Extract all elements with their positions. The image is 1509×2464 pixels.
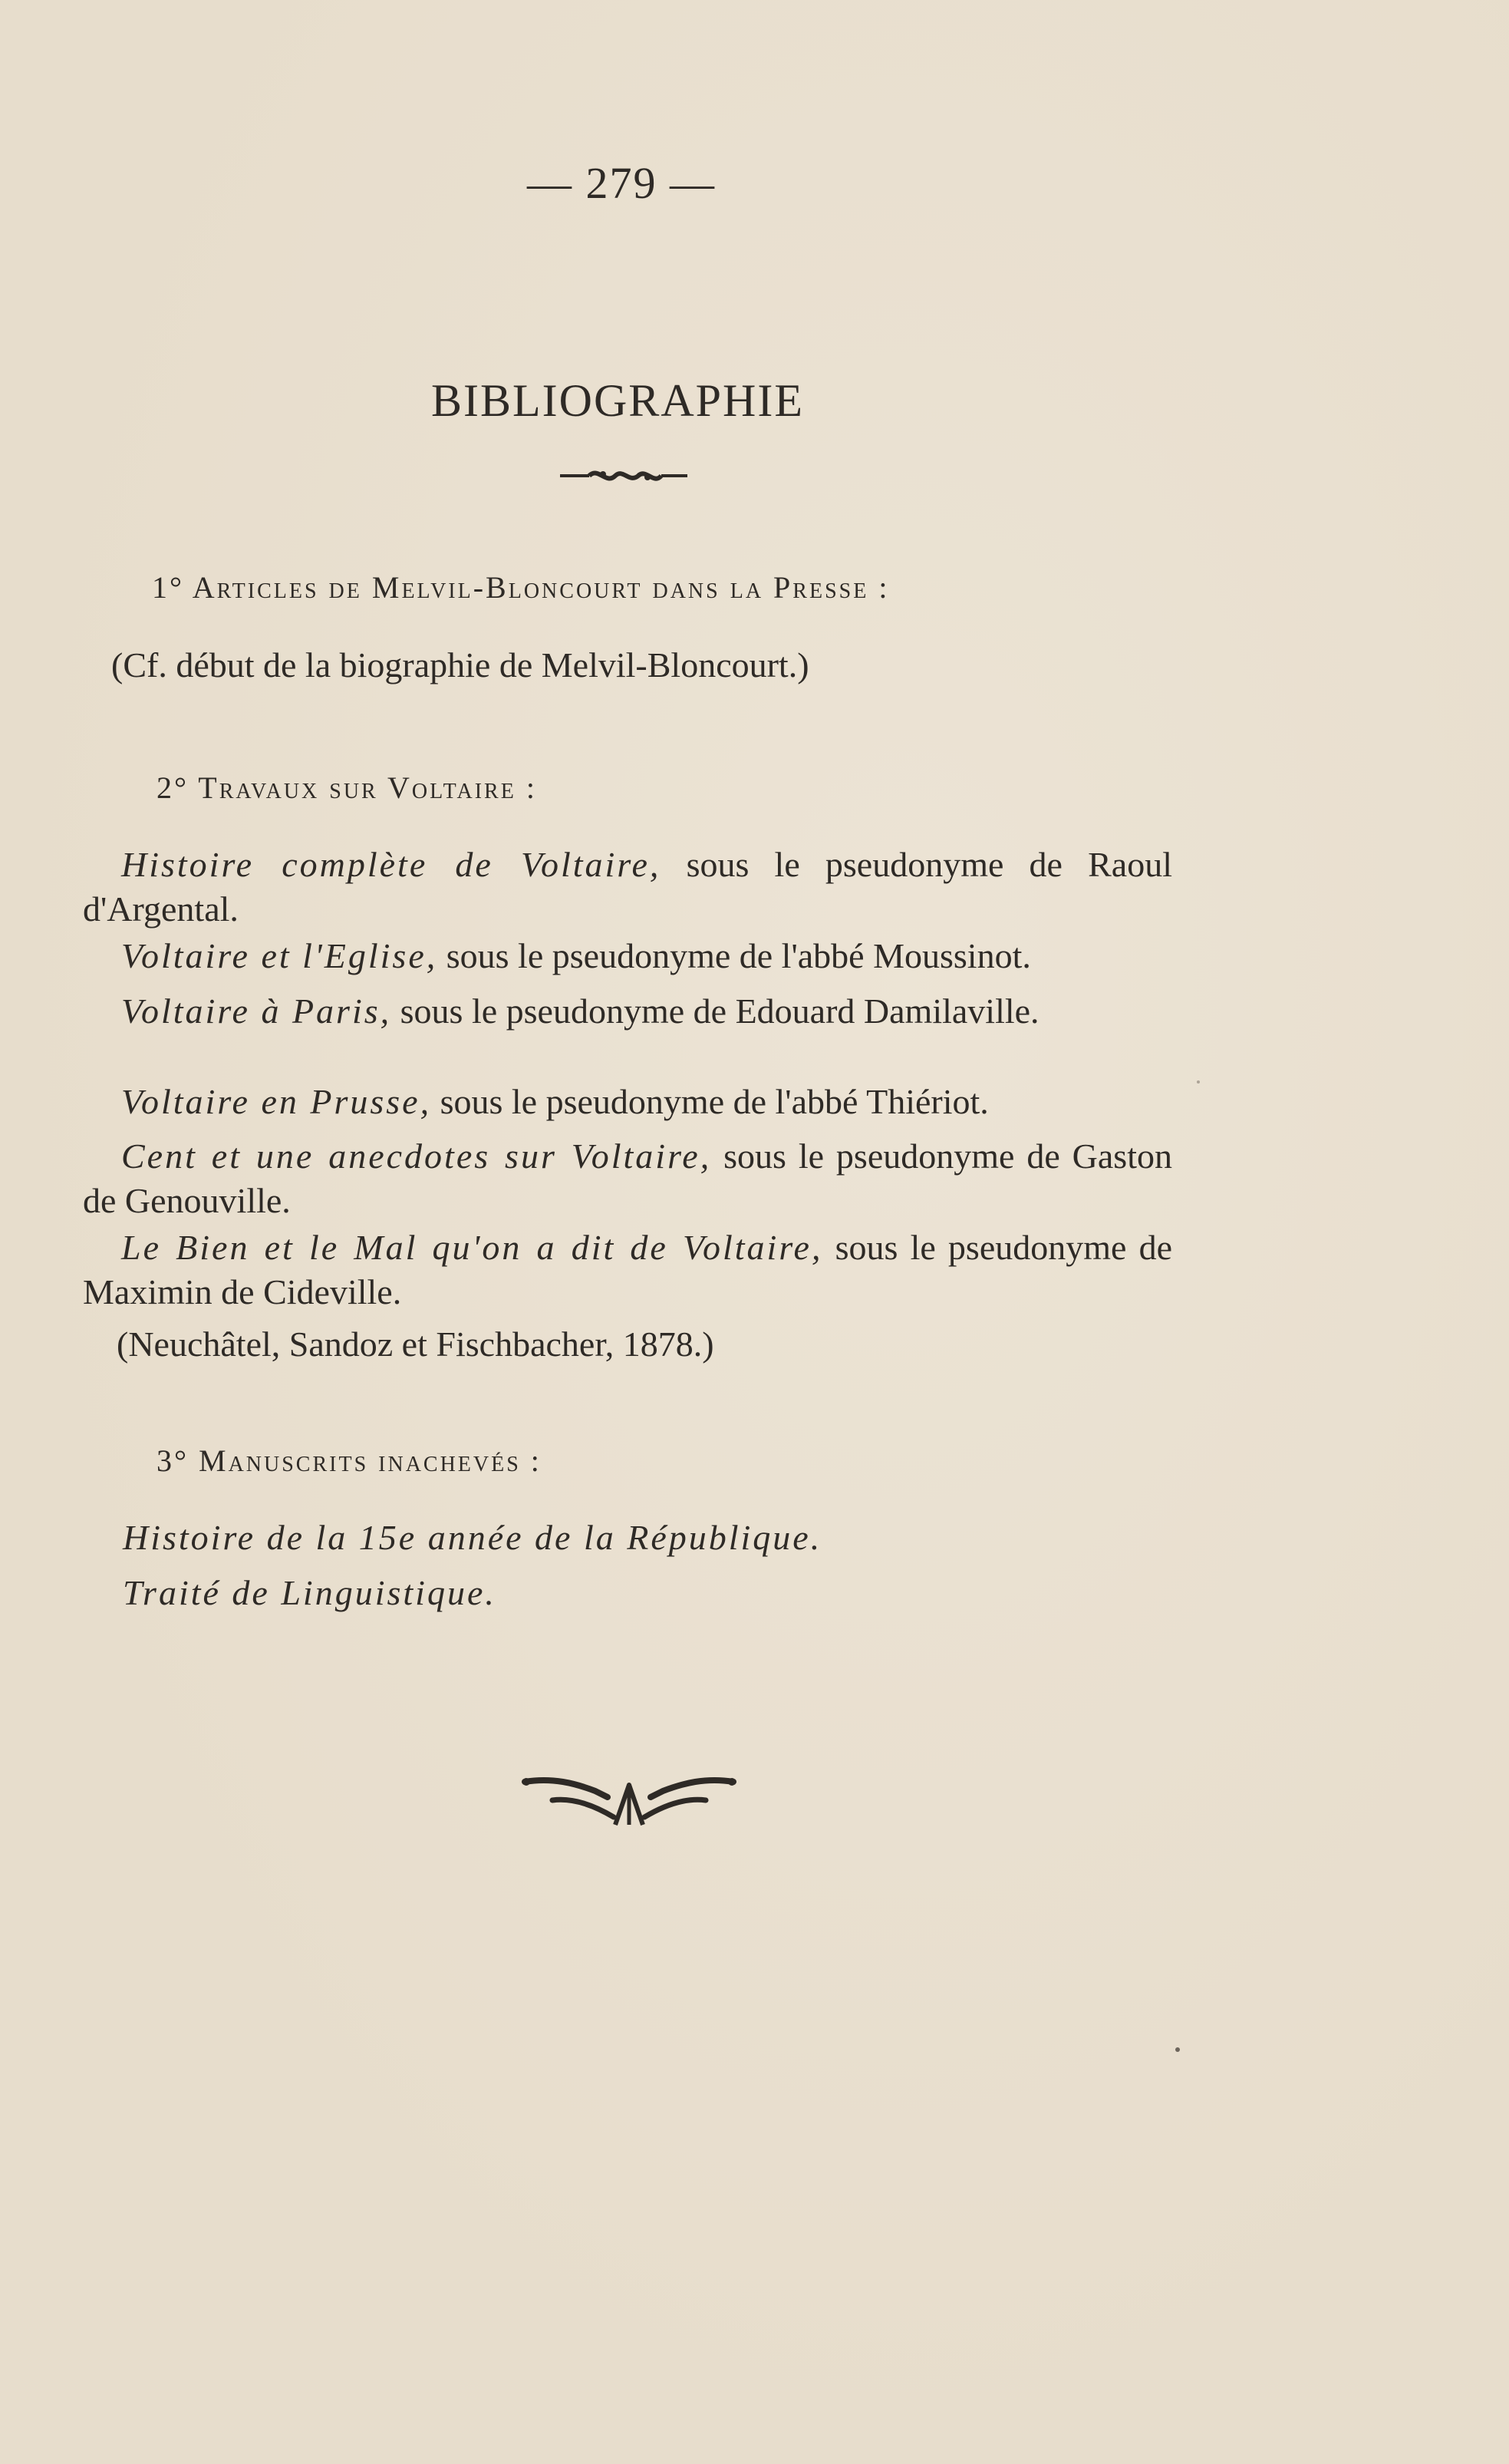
tail-piece-ornament-icon xyxy=(522,1774,736,1832)
paper-speck xyxy=(1197,1080,1200,1084)
page-title: BIBLIOGRAPHIE xyxy=(431,375,804,426)
ornamental-rule-icon xyxy=(558,465,689,487)
bibliography-entry xyxy=(83,934,1172,978)
entry-text: sous le pseudonyme de l'abbé Moussinot. xyxy=(437,936,1031,975)
manuscript-item: Traité de Linguistique. xyxy=(123,1573,496,1612)
entry-text: sous le pseudonyme de Gaston de Genouville. xyxy=(83,1136,1172,1220)
bibliography-entry xyxy=(83,1134,1172,1223)
work-title: Voltaire à Paris, xyxy=(121,991,392,1031)
section-note-articles: (Cf. début de la biographie de Melvil-Bloncourt.) xyxy=(111,645,809,684)
section-heading-voltaire: 2° Travaux sur Voltaire : xyxy=(157,770,537,805)
bibliography-entry xyxy=(83,1080,1172,1124)
entry-text: sous le pseudonyme de Maximin de Cideville. xyxy=(83,1228,1173,1311)
bibliography-entry xyxy=(83,1225,1172,1314)
work-title: Cent et une anecdotes sur Voltaire, xyxy=(121,1136,712,1176)
section-heading-manuscripts: 3° Manuscrits inachevés : xyxy=(157,1443,542,1478)
work-title: Voltaire et l'Eglise, xyxy=(121,936,438,975)
entry-text: sous le pseudonyme de l'abbé Thiériot. xyxy=(431,1082,989,1121)
page-number: — 279 — xyxy=(527,158,716,208)
work-title: Le Bien et le Mal qu'on a dit de Voltaire, xyxy=(121,1228,823,1267)
work-title: Voltaire en Prusse, xyxy=(121,1082,432,1121)
section-heading-articles: 1° Articles de Melvil-Bloncourt dans la Presse : xyxy=(152,570,890,605)
entry-text: sous le pseudonyme de Edouard Damilaville. xyxy=(391,991,1039,1031)
work-title: Histoire complète de Voltaire, xyxy=(121,845,661,884)
publication-note: (Neuchâtel, Sandoz et Fischbacher, 1878.) xyxy=(117,1324,714,1364)
manuscript-item: Histoire de la 15e année de la République. xyxy=(123,1518,822,1557)
paper-speck xyxy=(1175,2047,1180,2052)
entry-text: sous le pseudonyme de Raoul d'Argental. xyxy=(83,845,1173,929)
bibliography-entry xyxy=(83,843,1172,932)
bibliography-entry xyxy=(83,989,1172,1034)
